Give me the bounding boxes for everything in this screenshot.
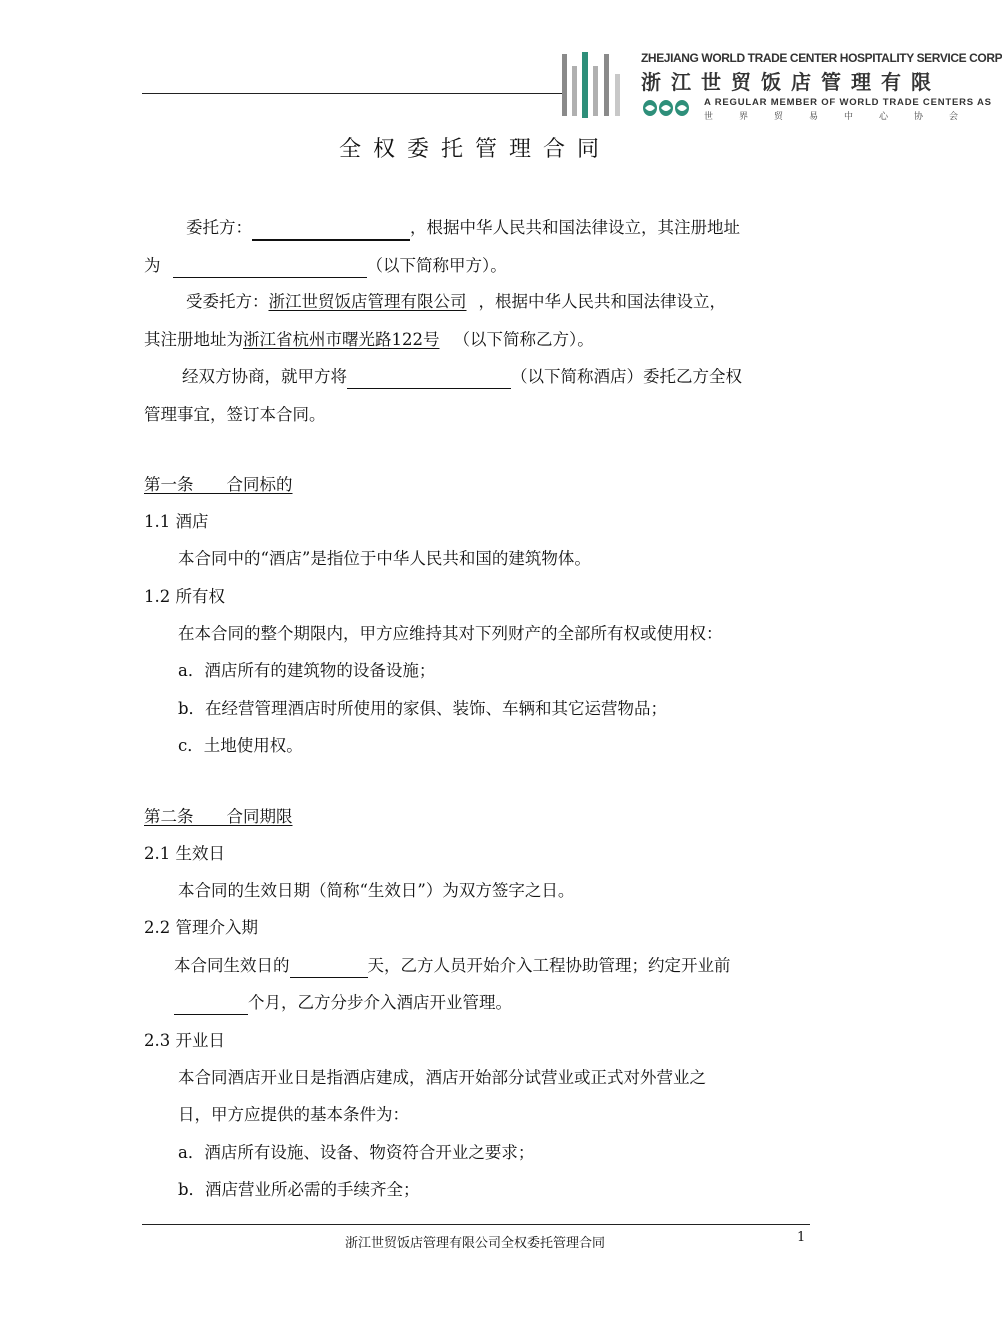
section-1-2-item-a: a．酒店所有的建筑物的设备设施；	[178, 661, 436, 680]
header-company-en: ZHEJIANG WORLD TRADE CENTER HOSPITALITY SERVICE CORP	[641, 51, 1002, 65]
company-logo-bars	[560, 52, 632, 118]
intro-p2b	[144, 329, 594, 351]
section-2-2: 2.2 管理介入期	[144, 918, 258, 937]
header-member-en: A REGULAR MEMBER OF WORLD TRADE CENTERS AS	[704, 97, 992, 108]
client-label: 委托方：	[186, 218, 252, 237]
pre-opening-months-blank[interactable]	[174, 992, 248, 1015]
intro-p3	[182, 366, 742, 389]
section-2-3: 2.3 开业日	[144, 1031, 225, 1050]
section-1-2: 1.2 所有权	[144, 587, 225, 606]
intro-p2	[186, 291, 726, 313]
section-2-3-line2: 日，甲方应提供的基本条件为：	[178, 1105, 409, 1124]
intro-p2b-suffix: （以下简称乙方）。	[453, 330, 594, 349]
footer-rule	[142, 1224, 810, 1225]
section-1-2-item-b: b．在经营管理酒店时所使用的家俱、装饰、车辆和其它运营物品；	[178, 699, 668, 718]
section-1-2-text: 在本合同的整个期限内，甲方应维持其对下列财产的全部所有权或使用权：	[178, 624, 723, 643]
intro-p3-suffix: （以下简称酒店）委托乙方全权	[511, 367, 742, 386]
section-1-1: 1.1 酒店	[144, 512, 209, 531]
section-2-2-suffix: 天，乙方人员开始介入工程协助管理；约定开业前	[367, 956, 731, 975]
intro-p1	[186, 217, 740, 241]
footer-text: 浙江世贸饭店管理有限公司全权委托管理合同	[344, 1236, 605, 1251]
section-2-2-line2-suffix: 个月，乙方分步介入酒店开业管理。	[248, 993, 512, 1012]
section-2-3-item-a: a．酒店所有设施、设备、物资符合开业之要求；	[178, 1143, 535, 1162]
article2-heading: 第二条 合同期限	[144, 807, 293, 826]
document-title: 全权委托管理合同	[338, 137, 611, 162]
trustee-company: 浙江世贸饭店管理有限公司	[268, 292, 467, 311]
header-member-cn: 世界贸易中心协会	[704, 112, 985, 122]
header-company-cn: 浙江世贸饭店管理有限	[641, 70, 941, 94]
page-number: 1	[797, 1230, 806, 1245]
section-1-1-text: 本合同中的“酒店”是指位于中华人民共和国的建筑物体。	[178, 549, 591, 568]
client-address-blank[interactable]	[173, 255, 367, 278]
intro-p2b-prefix: 其注册地址为	[144, 330, 243, 349]
section-2-2-line2	[174, 992, 512, 1015]
intro-p1b-suffix: （以下简称甲方）。	[366, 256, 507, 275]
intro-p3-prefix: 经双方协商，就甲方将	[182, 367, 347, 386]
section-2-1: 2.1 生效日	[144, 844, 225, 863]
intro-p2-rest: ，根据中华人民共和国法律设立，	[478, 292, 726, 311]
trustee-label: 受委托方：	[186, 292, 269, 311]
section-2-3-line1: 本合同酒店开业日是指酒店建成，酒店开始部分试营业或正式对外营业之	[178, 1068, 706, 1087]
section-2-2-line1	[174, 955, 731, 978]
section-2-3-item-b: b．酒店营业所必需的手续齐全；	[178, 1180, 420, 1199]
intervention-days-blank[interactable]	[290, 955, 368, 978]
client-name-blank[interactable]	[252, 217, 410, 241]
intro-p1b	[144, 255, 507, 278]
header-rule	[142, 93, 562, 94]
section-2-1-text: 本合同的生效日期（简称“生效日”）为双方签字之日。	[178, 881, 575, 900]
hotel-name-blank[interactable]	[347, 366, 511, 389]
intro-p1-rest: ，根据中华人民共和国法律设立，其注册地址	[410, 218, 740, 237]
trustee-address: 浙江省杭州市曙光路122号	[243, 330, 440, 349]
section-1-2-item-c: c．土地使用权。	[178, 736, 303, 755]
wtca-logo-icon	[642, 98, 690, 118]
article1-heading: 第一条 合同标的	[144, 475, 293, 494]
section-2-2-prefix: 本合同生效日的	[174, 956, 290, 975]
intro-p3b: 管理事宜，签订本合同。	[144, 405, 326, 424]
intro-p1b-prefix: 为	[144, 256, 161, 275]
